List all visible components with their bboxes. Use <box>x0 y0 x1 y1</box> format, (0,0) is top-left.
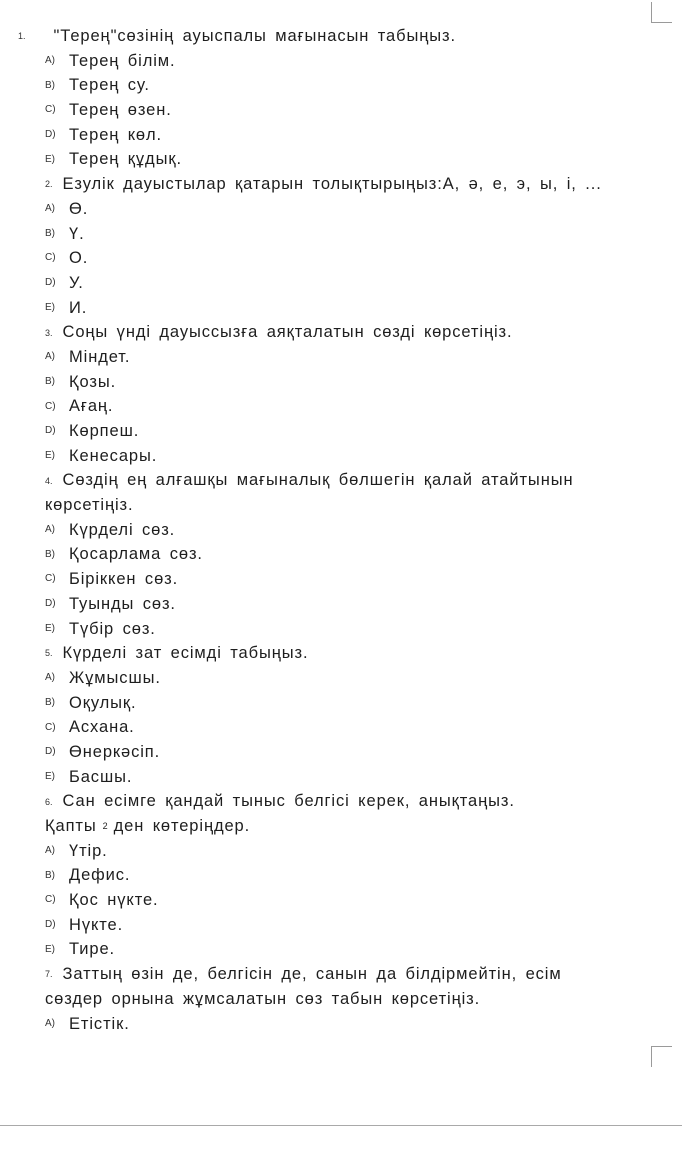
option-c <box>18 567 658 592</box>
option-text: Ағаң. <box>69 397 114 416</box>
question-7-continuation <box>18 987 658 1012</box>
option-e <box>18 617 658 642</box>
option-text: Ө. <box>69 199 89 218</box>
inline-number: 2 <box>102 821 108 832</box>
option-letter: A) <box>45 672 55 684</box>
question-4-continuation <box>18 493 658 518</box>
option-letter: B) <box>45 227 55 239</box>
question-number: 3. <box>45 327 53 338</box>
option-b <box>18 691 658 716</box>
option-c <box>18 888 658 913</box>
option-text: Етістік. <box>69 1014 130 1033</box>
option-letter: E) <box>45 770 55 782</box>
option-text: Күрделі сөз. <box>69 520 176 539</box>
option-letter: B) <box>45 869 55 881</box>
question-number: 5. <box>45 648 53 659</box>
option-d <box>18 740 658 765</box>
question-text: Сөздің ең алғашқы мағыналық бөлшегін қалай атайтынын <box>62 471 574 490</box>
option-e <box>18 147 658 172</box>
question-text: сөздер орнына жұмсалатын сөз табын көрсетіңіз. <box>45 989 481 1008</box>
option-text: Оқулық. <box>69 693 137 712</box>
question-text-part: ден көтеріңдер. <box>113 817 251 835</box>
option-text: Ү. <box>69 224 85 243</box>
option-c <box>18 715 658 740</box>
option-letter: A) <box>45 203 55 215</box>
option-text: О. <box>69 249 89 268</box>
option-letter: E) <box>45 153 55 165</box>
question-text: "Терең"сөзінің ауыспалы мағынасын табыңыз. <box>53 27 456 45</box>
option-letter: E) <box>45 943 55 955</box>
option-c <box>18 246 658 271</box>
question-number: 6. <box>45 796 53 807</box>
option-b <box>18 222 658 247</box>
option-letter: A) <box>45 1017 55 1029</box>
option-text: Міндет. <box>69 347 131 366</box>
option-letter: B) <box>45 548 55 560</box>
option-c <box>18 98 658 123</box>
option-letter: A) <box>45 54 55 66</box>
option-text: Өнеркәсіп. <box>69 742 161 761</box>
crop-mark-bottom <box>651 1046 672 1067</box>
option-text: Кенесары. <box>69 446 158 465</box>
option-letter: A) <box>45 844 55 856</box>
option-text: Терең су. <box>69 76 150 95</box>
option-text: Үтір. <box>69 841 108 860</box>
option-d <box>18 419 658 444</box>
option-text: Терең өзен. <box>69 101 172 120</box>
option-b <box>18 370 658 395</box>
option-text: Қозы. <box>69 372 117 391</box>
question-text: Сан есімге қандай тыныс белгісі керек, анықтаңыз. <box>62 792 515 811</box>
option-text: Жұмысшы. <box>69 668 161 687</box>
option-letter: D) <box>45 425 56 437</box>
option-b <box>18 542 658 567</box>
option-e <box>18 444 658 469</box>
option-letter: B) <box>45 79 55 91</box>
option-letter: E) <box>45 301 55 313</box>
option-letter: C) <box>45 894 56 906</box>
option-letter: D) <box>45 129 56 141</box>
question-7 <box>18 962 658 987</box>
option-a <box>18 666 658 691</box>
option-text: Асхана. <box>69 718 135 737</box>
option-a <box>18 518 658 543</box>
option-text: И. <box>69 298 88 317</box>
option-text: Қос нүкте. <box>69 891 159 910</box>
option-text: Көрпеш. <box>69 422 140 440</box>
option-text: Туынды сөз. <box>69 594 176 613</box>
option-letter: D) <box>45 746 56 758</box>
question-6-continuation <box>18 814 658 839</box>
question-4 <box>18 468 658 493</box>
crop-mark-top <box>651 2 672 23</box>
quiz-content <box>18 24 658 1036</box>
option-letter: B) <box>45 375 55 387</box>
option-text: Нүкте. <box>69 915 124 934</box>
question-number: 2. <box>45 179 53 190</box>
question-text: Күрделі зат есімді табыңыз. <box>62 644 309 663</box>
question-number: 4. <box>45 475 53 486</box>
option-text: У. <box>69 273 84 292</box>
option-d <box>18 271 658 296</box>
question-5 <box>18 641 658 666</box>
option-text: Қосарлама сөз. <box>69 545 203 564</box>
option-text: Түбір сөз. <box>69 619 156 638</box>
option-text: Басшы. <box>69 767 133 786</box>
question-2 <box>18 172 658 197</box>
option-d <box>18 123 658 148</box>
option-letter: D) <box>45 919 56 931</box>
option-letter: D) <box>45 277 56 289</box>
question-3 <box>18 320 658 345</box>
option-a <box>18 345 658 370</box>
option-a <box>18 49 658 74</box>
question-text: Езулік дауыстылар қатарын толықтырыңыз:А, ә, е, э, ы, і, ... <box>62 175 602 194</box>
question-number: 1. <box>18 31 26 42</box>
question-text: Соңы үнді дауыссызға аяқталатын сөзді көрсетіңіз. <box>62 323 513 342</box>
option-letter: C) <box>45 104 56 116</box>
option-a <box>18 197 658 222</box>
question-text-part: Қапты <box>45 817 97 835</box>
question-text: көрсетіңіз. <box>45 496 134 515</box>
option-letter: D) <box>45 598 56 610</box>
question-6 <box>18 789 658 814</box>
option-text: Терең көл. <box>69 125 162 144</box>
option-c <box>18 394 658 419</box>
question-1 <box>18 24 658 49</box>
option-text: Тире. <box>69 940 116 959</box>
option-e <box>18 937 658 962</box>
option-b <box>18 73 658 98</box>
page-bottom-edge <box>0 1125 682 1126</box>
question-number: 7. <box>45 969 53 980</box>
option-a <box>18 1012 658 1037</box>
option-d <box>18 913 658 938</box>
option-text: Терең құдық. <box>69 150 182 169</box>
option-b <box>18 863 658 888</box>
option-letter: E) <box>45 622 55 634</box>
option-text: Дефис. <box>69 866 131 885</box>
option-letter: C) <box>45 721 56 733</box>
option-letter: A) <box>45 524 55 536</box>
option-d <box>18 592 658 617</box>
option-letter: C) <box>45 400 56 412</box>
option-text: Терең білім. <box>69 51 176 70</box>
option-text: Біріккен сөз. <box>69 570 179 589</box>
option-letter: E) <box>45 449 55 461</box>
option-e <box>18 296 658 321</box>
question-text: Заттың өзін де, белгісін де, санын да білдірмейтін, есім <box>62 965 562 984</box>
option-letter: A) <box>45 351 55 363</box>
option-a <box>18 839 658 864</box>
option-letter: B) <box>45 696 55 708</box>
option-letter: C) <box>45 573 56 585</box>
option-e <box>18 765 658 790</box>
option-letter: C) <box>45 252 56 264</box>
